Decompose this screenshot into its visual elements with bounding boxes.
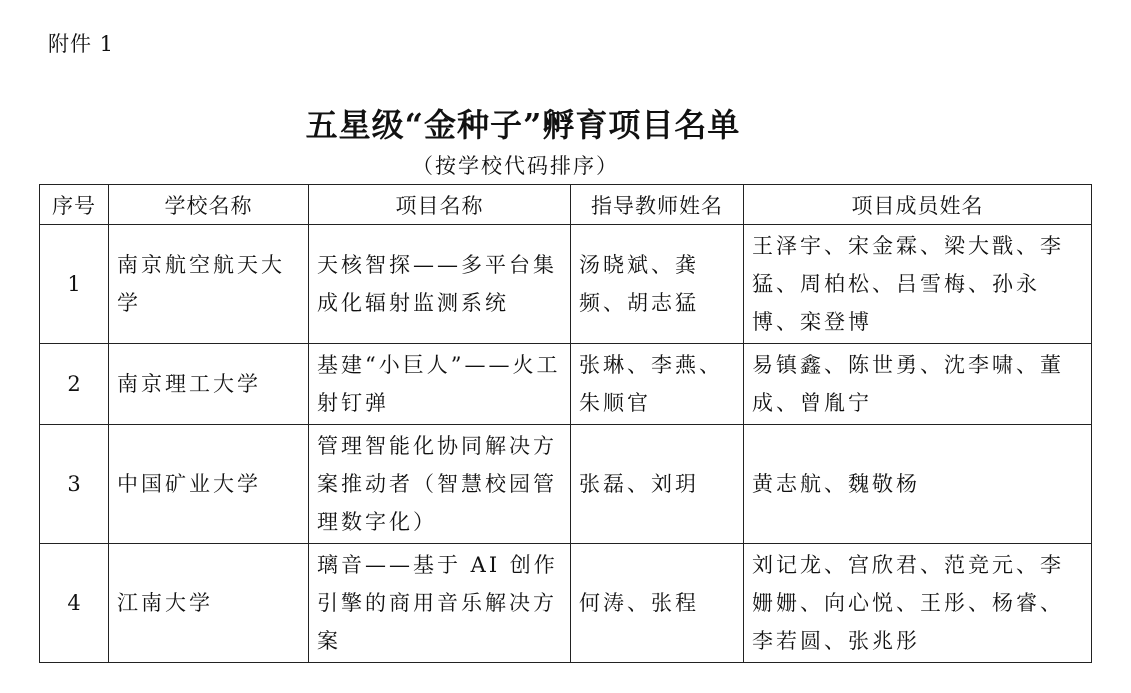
table-header-row — [40, 185, 1092, 225]
header-advisors: 指导教师姓名 — [571, 185, 744, 225]
cell-school: 江南大学 — [109, 544, 309, 663]
table-row — [40, 425, 1092, 544]
table-row — [40, 225, 1092, 344]
cell-advisors: 张磊、刘玥 — [571, 425, 744, 544]
header-members: 项目成员姓名 — [744, 185, 1092, 225]
cell-index: 4 — [40, 544, 109, 663]
cell-advisors: 张琳、李燕、朱顺官 — [571, 344, 744, 425]
cell-project: 璃音——基于 AI 创作引擎的商用音乐解决方案 — [309, 544, 571, 663]
table-row — [40, 344, 1092, 425]
cell-project: 管理智能化协同解决方案推动者（智慧校园管理数字化） — [309, 425, 571, 544]
document-title: 五星级“金种子”孵育项目名单 — [305, 106, 741, 144]
cell-members: 王泽宇、宋金霖、梁大戬、李猛、周柏松、吕雪梅、孙永博、栾登博 — [744, 225, 1092, 344]
cell-index: 1 — [40, 225, 109, 344]
project-list-table — [39, 184, 1092, 663]
header-school: 学校名称 — [109, 185, 309, 225]
header-index: 序号 — [40, 185, 109, 225]
attachment-label: 附件 1 — [48, 32, 115, 56]
cell-advisors: 何涛、张程 — [571, 544, 744, 663]
header-project: 项目名称 — [309, 185, 571, 225]
cell-school: 中国矿业大学 — [109, 425, 309, 544]
cell-members: 易镇鑫、陈世勇、沈李啸、董成、曾胤宁 — [744, 344, 1092, 425]
cell-school: 南京理工大学 — [109, 344, 309, 425]
cell-school: 南京航空航天大学 — [109, 225, 309, 344]
document-subtitle: （按学校代码排序） — [412, 154, 619, 178]
cell-index: 2 — [40, 344, 109, 425]
cell-project: 基建“小巨人”——火工射钉弹 — [309, 344, 571, 425]
cell-advisors: 汤晓斌、龚频、胡志猛 — [571, 225, 744, 344]
cell-index: 3 — [40, 425, 109, 544]
cell-members: 黄志航、魏敬杨 — [744, 425, 1092, 544]
cell-project: 天核智探——多平台集成化辐射监测系统 — [309, 225, 571, 344]
table-row — [40, 544, 1092, 663]
cell-members: 刘记龙、宫欣君、范竞元、李姗姗、向心悦、王彤、杨睿、李若圆、张兆彤 — [744, 544, 1092, 663]
